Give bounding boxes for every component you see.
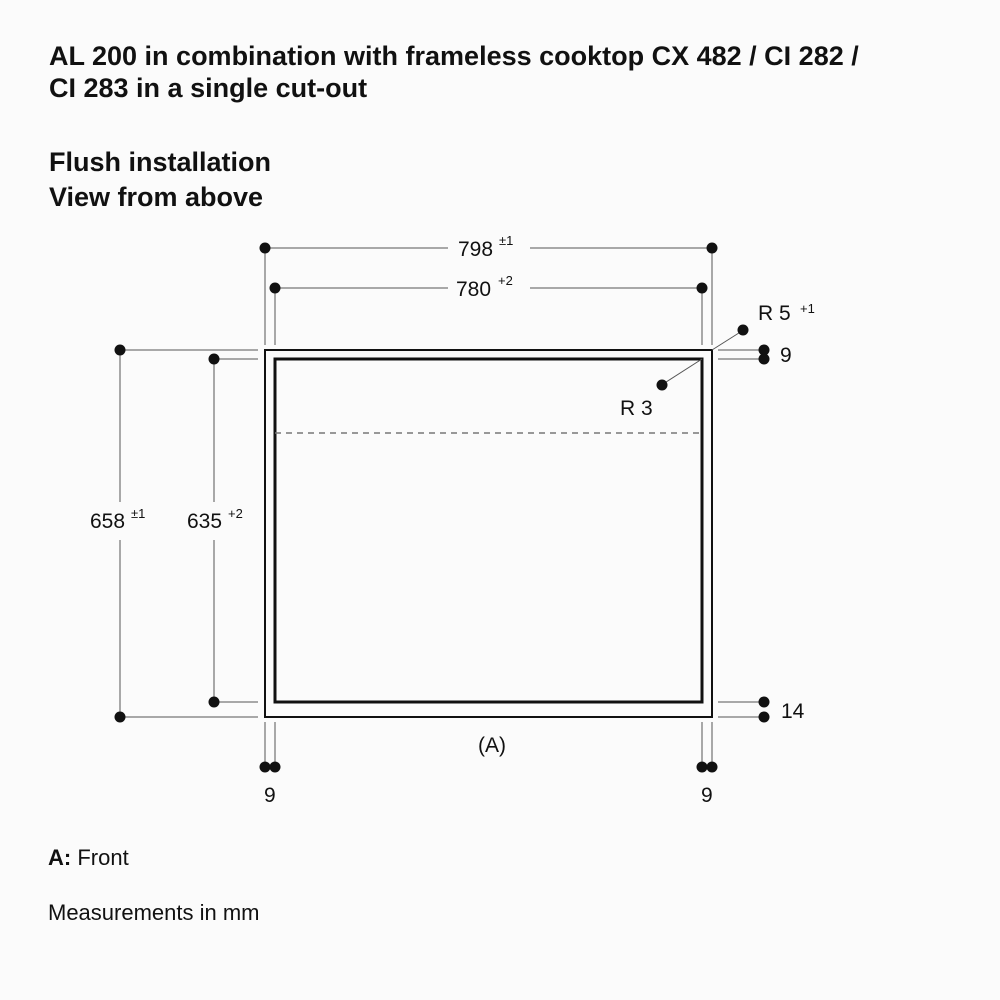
front-offset-dot-top bbox=[759, 697, 770, 708]
outer-radius-dot bbox=[738, 325, 749, 336]
inner-depth-tolerance: +2 bbox=[228, 506, 243, 521]
inner-width-tolerance: +2 bbox=[498, 273, 513, 288]
outer-radius-leader bbox=[712, 331, 742, 350]
left-offset-dot-a bbox=[260, 762, 271, 773]
outer-width-tolerance: ±1 bbox=[499, 233, 514, 248]
inner-width-dot-right bbox=[697, 283, 708, 294]
subtitle-line-2: View from above bbox=[49, 182, 264, 212]
front-offset-dot-bottom bbox=[759, 712, 770, 723]
legend bbox=[48, 845, 129, 871]
subtitle-line-1: Flush installation bbox=[49, 147, 272, 177]
outer-radius-value: R 5 bbox=[758, 302, 791, 325]
outer-radius-tolerance: +1 bbox=[800, 301, 815, 316]
outer-depth-dot-bottom bbox=[115, 712, 126, 723]
right-offset-dot-b bbox=[707, 762, 718, 773]
front-marker: (A) bbox=[478, 734, 506, 757]
title-line-1: AL 200 in combination with frameless cooktop CX 482 / CI 282 / bbox=[49, 41, 859, 71]
left-offset-dot-b bbox=[270, 762, 281, 773]
front-offset-value: 14 bbox=[781, 700, 805, 723]
inner-width-value: 780 bbox=[456, 278, 492, 301]
inner-radius-value: R 3 bbox=[620, 397, 653, 420]
outer-width-value: 798 bbox=[458, 238, 494, 261]
outer-depth-tolerance: ±1 bbox=[131, 506, 146, 521]
inner-width-dot-left bbox=[270, 283, 281, 294]
left-offset-value: 9 bbox=[264, 784, 276, 807]
right-offset-value: 9 bbox=[701, 784, 713, 807]
inner-radius-leader bbox=[663, 359, 702, 384]
rear-offset-dot-bottom bbox=[759, 354, 770, 365]
inner-depth-value: 635 bbox=[187, 510, 223, 533]
title-line-2: CI 283 in a single cut-out bbox=[49, 73, 368, 103]
inner-depth-dot-bottom bbox=[209, 697, 220, 708]
outer-depth-value: 658 bbox=[90, 510, 126, 533]
right-offset-dot-a bbox=[697, 762, 708, 773]
inner-radius-dot bbox=[657, 380, 668, 391]
right-extension-lines bbox=[718, 350, 764, 717]
rear-offset-value: 9 bbox=[780, 344, 792, 367]
measurement-note: Measurements in mm bbox=[48, 900, 260, 925]
left-extension-lines bbox=[120, 350, 258, 717]
inner-depth-dot-top bbox=[209, 354, 220, 365]
legend-text: Front bbox=[71, 845, 129, 870]
outer-width-dot-right bbox=[707, 243, 718, 254]
outer-depth-dot-top bbox=[115, 345, 126, 356]
outer-width-dot-left bbox=[260, 243, 271, 254]
legend-key: A: bbox=[48, 845, 72, 870]
